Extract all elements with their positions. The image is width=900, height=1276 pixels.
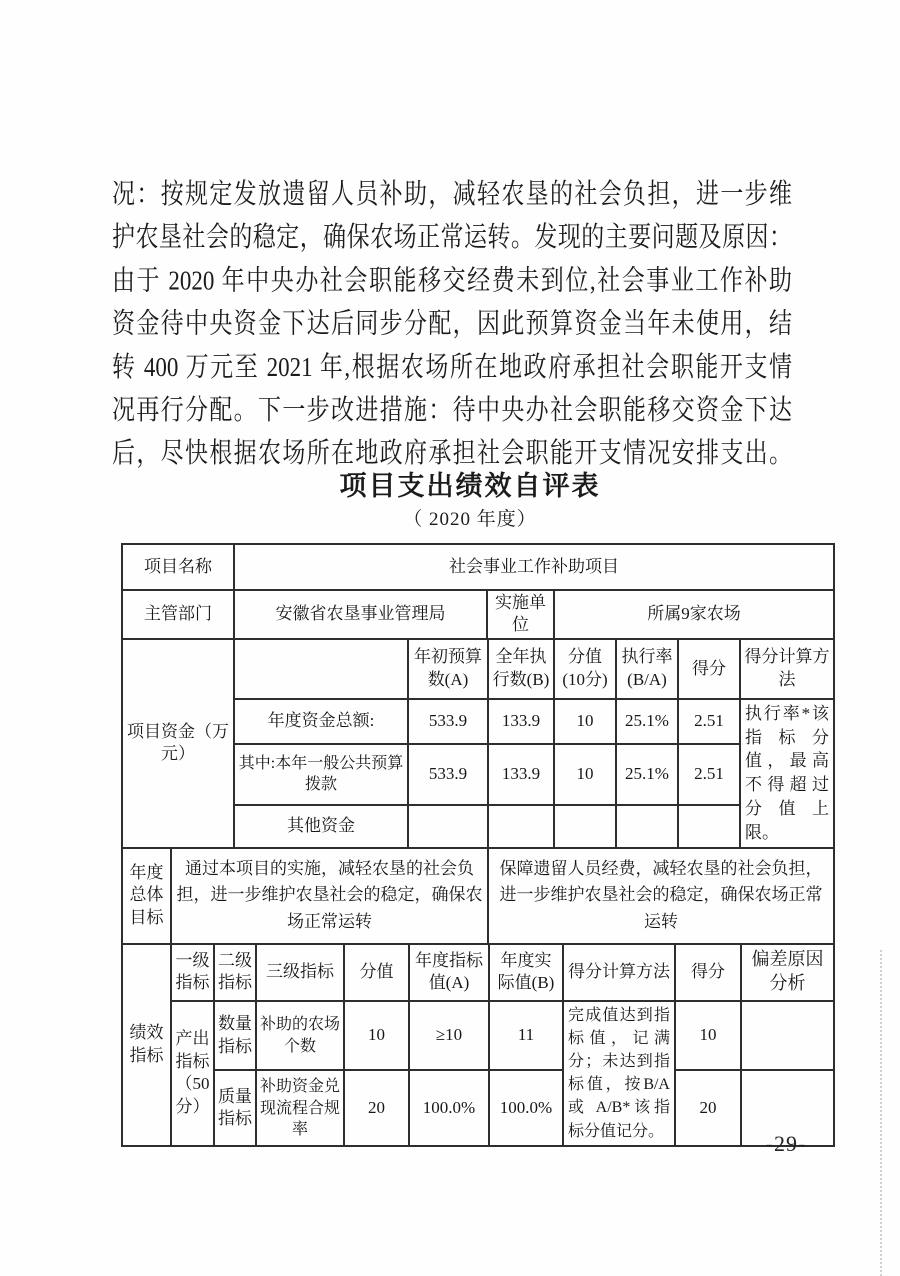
department-label-cell: 主管部门 <box>122 590 234 639</box>
implementing-unit-label-cell: 实施单位 <box>487 590 554 639</box>
performance-target-cell: 100.0% <box>409 1070 489 1145</box>
performance-row-quality <box>122 1070 834 1145</box>
paragraph-line: 况：按规定发放遗留人员补助，减轻农垦的社会负担，进一步维 <box>112 179 792 209</box>
performance-points-cell: 10 <box>344 1001 409 1071</box>
funds-row-label-cell: 其他资金 <box>234 805 408 847</box>
performance-level2-cell: 数量指标 <box>214 1001 256 1071</box>
implementing-unit-value-cell: 所属9家农场 <box>554 590 834 639</box>
performance-header-score: 得分 <box>675 944 741 1001</box>
performance-method-cell: 完成值达到指标值，记满分；未达到指标值，按B/A 或 A/B*该指标分值记分。 <box>563 1001 675 1146</box>
funds-budget-cell: 533.9 <box>408 744 488 806</box>
funds-score-cell: 2.51 <box>678 699 740 744</box>
performance-label-cell: 绩效指标 <box>122 944 171 1146</box>
funds-rate-cell <box>616 805 678 847</box>
table-section-funds <box>121 638 835 849</box>
paragraph-line: 后，尽快根据农场所在地政府承担社会职能开支情况安排支出。 <box>112 438 792 469</box>
paragraph-line: 况再行分配。下一步改进措施：待中央办社会职能移交资金下达 <box>112 395 792 425</box>
funds-points-cell: 10 <box>554 699 616 744</box>
funds-points-cell <box>554 805 616 847</box>
funds-score-cell: 2.51 <box>678 744 740 806</box>
performance-header-actual: 年度实际值(B) <box>489 944 563 1001</box>
funds-points-cell: 10 <box>554 744 616 806</box>
page-number: -29- <box>765 1131 807 1156</box>
performance-actual-cell: 11 <box>489 1001 563 1071</box>
annual-goal-label-cell: 年度总体目标 <box>122 848 171 944</box>
project-name-value-cell: 社会事业工作补助项目 <box>234 544 834 590</box>
funds-method-cell: 执行率*该指标分值，最高不得超过分值上限。 <box>740 699 834 848</box>
department-value-cell: 安徽省农垦事业管理局 <box>234 590 487 639</box>
performance-header-level1: 一级指标 <box>171 944 214 1001</box>
funds-row-label-cell: 其中:本年一般公共预算拨款 <box>234 744 408 806</box>
funds-rate-cell: 25.1% <box>616 744 678 806</box>
table-section-annual-goal <box>121 847 835 945</box>
form-subtitle: （ 2020 年度） <box>403 509 537 530</box>
performance-level1-cell: 产出指标（50分） <box>171 1001 214 1146</box>
table-section-performance <box>121 943 835 1147</box>
funds-row-label-cell: 年度资金总额: <box>234 699 408 744</box>
paragraph-line: 由于 2020 年中央办社会职能移交经费未到位,社会事业工作补助 <box>112 265 792 296</box>
funds-header-score: 得分 <box>678 639 740 699</box>
performance-level3-cell: 补助的农场个数 <box>256 1001 344 1071</box>
performance-points-cell: 20 <box>344 1070 409 1145</box>
funds-header-method: 得分计算方法 <box>740 639 834 699</box>
performance-deviation-cell <box>741 1001 834 1071</box>
performance-header-target: 年度指标值(A) <box>409 944 489 1001</box>
performance-row-quantity <box>122 1001 834 1071</box>
performance-score-cell: 10 <box>675 1001 741 1071</box>
funds-rate-cell: 25.1% <box>616 699 678 744</box>
self-evaluation-table <box>121 543 833 1147</box>
paragraph-line: 护农垦社会的稳定，确保农场正常运转。发现的主要问题及原因： <box>112 222 792 253</box>
performance-header-level2: 二级指标 <box>214 944 256 1001</box>
performance-header-deviation: 偏差原因分析 <box>741 944 834 1001</box>
performance-header-row <box>122 944 834 1001</box>
table-section-identity <box>121 543 835 640</box>
performance-score-cell: 20 <box>675 1070 741 1145</box>
funds-budget-cell: 533.9 <box>408 699 488 744</box>
funds-header-points: 分值(10分) <box>554 639 616 699</box>
paragraph-line: 资金待中央资金下达后同步分配，因此预算资金当年未使用，结 <box>112 308 792 339</box>
funds-header-executed: 全年执行数(B) <box>488 639 554 699</box>
funds-empty-header-cell <box>234 639 408 699</box>
scan-artifact-line <box>880 950 882 1276</box>
funds-label-cell: 项目资金（万元） <box>122 639 234 848</box>
funds-header-budget: 年初预算数(A) <box>408 639 488 699</box>
funds-executed-cell: 133.9 <box>488 744 554 806</box>
annual-goal-right-cell: 保障遗留人员经费，减轻农垦的社会负担，进一步维护农垦社会的稳定，确保农场正常运转 <box>488 848 834 944</box>
performance-level3-cell: 补助资金兑现流程合规率 <box>256 1070 344 1145</box>
form-title: 项目支出绩效自评表 <box>339 471 601 501</box>
performance-actual-cell: 100.0% <box>489 1070 563 1145</box>
funds-score-cell <box>678 805 740 847</box>
performance-header-level3: 三级指标 <box>256 944 344 1001</box>
annual-goal-left-cell: 通过本项目的实施，减轻农垦的社会负担，进一步维护农垦社会的稳定，确保农场正常运转 <box>171 848 488 944</box>
performance-target-cell: ≥10 <box>409 1001 489 1071</box>
performance-level2-cell: 质量指标 <box>214 1070 256 1145</box>
performance-header-method: 得分计算方法 <box>563 944 675 1001</box>
funds-executed-cell: 133.9 <box>488 699 554 744</box>
project-name-label-cell: 项目名称 <box>122 544 234 590</box>
paragraph-line: 转 400 万元至 2021 年,根据农场所在地政府承担社会职能开支情 <box>112 351 792 382</box>
body-paragraph <box>112 173 792 475</box>
performance-header-points: 分值 <box>344 944 409 1001</box>
funds-budget-cell <box>408 805 488 847</box>
funds-executed-cell <box>488 805 554 847</box>
funds-header-rate: 执行率(B/A) <box>616 639 678 699</box>
